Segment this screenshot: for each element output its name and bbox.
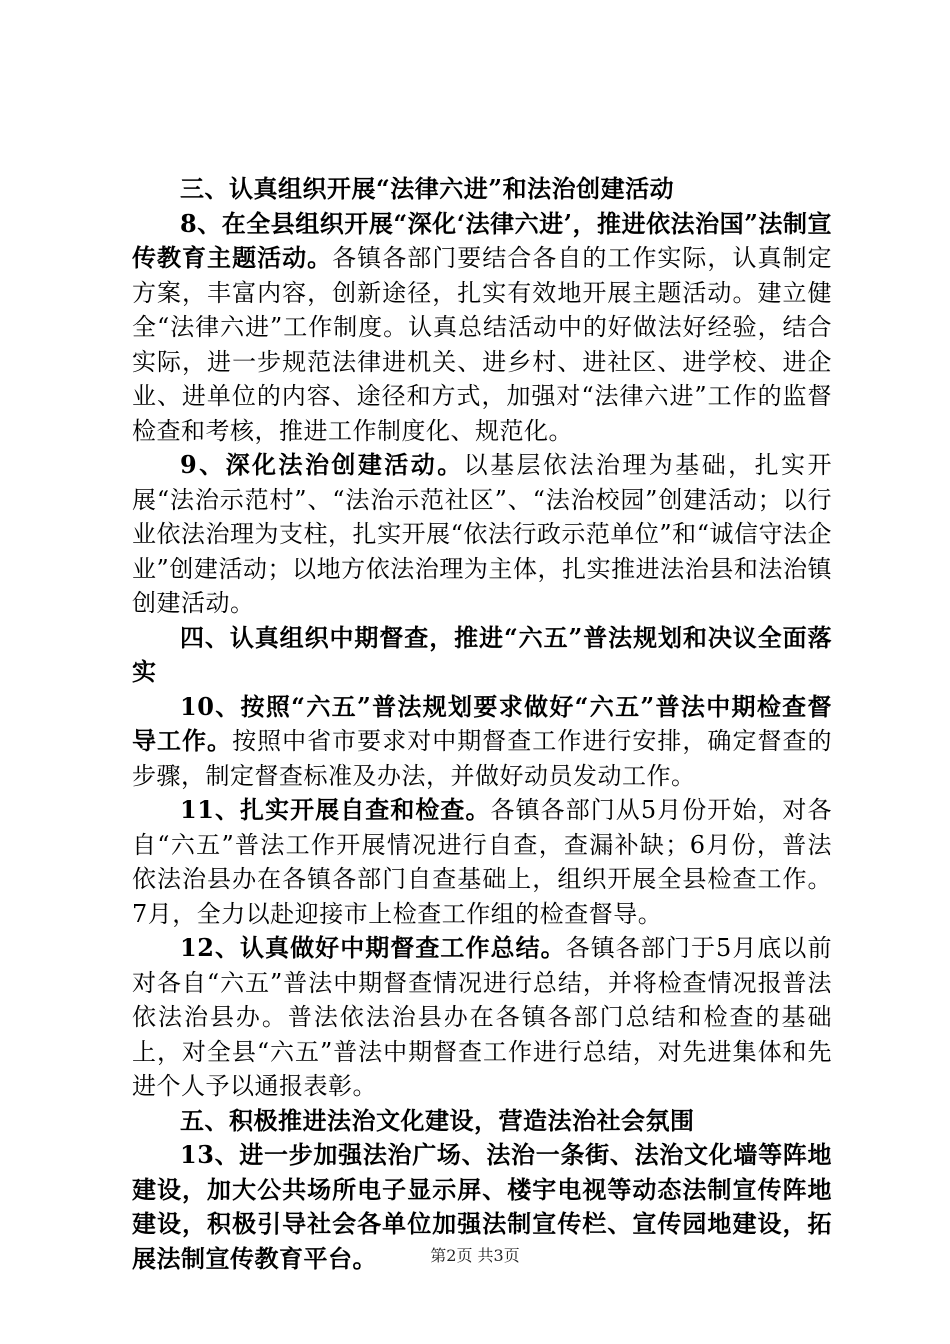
item-body: 各镇各部门从5月份开始，对各自“六五”普法工作开展情况进行自查，查漏补缺；6月份，普法依法治县办在各镇各部门自查基础上，组织开展全县检查工作。7月，全力以赴迎接市上检查工作组的检查督导。 [132,796,832,928]
section-heading-5: 五、积极推进法治文化建设，营造法治社会氛围 [180,1105,695,1135]
document-body [132,172,832,1276]
item-11 [132,793,832,931]
item-body: 各镇各部门要结合各自的工作实际，认真制定方案，丰富内容，创新途径，扎实有效地开展主题活动。建立健全“法律六进”工作制度。认真总结活动中的好做法好经验，结合实际，进一步规范法律进机关、进乡村、进社区、进学校、进企业、进单位的内容、途径和方式，加强对“法律六进”工作的监督检查和考核，推进工作制度化、规范化。 [132,244,833,445]
item-8 [132,207,832,449]
item-body: 各镇各部门于5月底以前对各自“六五”普法中期督查情况进行总结，并将检查情况报普法依法治县办。普法依法治县办在各镇各部门总结和检查的基础上，对全县“六五”普法中期督查工作进行总结，对先进集体和先进个人予以通报表彰。 [132,934,832,1100]
page-number-label: 第2页 共3页 [430,1246,520,1265]
item-lead: 10、按照“六五”普法规划要求做好“六五”普法中期检查督导工作。 [132,691,832,755]
item-body: 按照中省市要求对中期督查工作进行安排，确定督查的步骤，制定督查标准及办法，并做好动员发动工作。 [132,727,833,790]
section-heading-4: 四、认真组织中期督查，推进“六五”普法规划和决议全面落实 [132,622,832,686]
item-lead: 11、扎实开展自查和检查。 [180,795,491,824]
section-heading-3: 三、认真组织开展“法律六进”和法治创建活动 [180,174,675,203]
item-lead: 12、认真做好中期督查工作总结。 [180,933,566,962]
item-10 [132,690,832,794]
item-9 [132,448,832,621]
item-12 [132,931,832,1104]
item-body: 以基层依法治理为基础，扎实开展“法治示范村”、“法治示范社区”、“法治校园”创建活动；以行业依法治理为支柱，扎实开展“依法行政示范单位”和“诚信守法企业”创建活动；以地方依法治理为主体，扎实推进法治县和法治镇创建活动。 [132,451,833,617]
item-lead: 9、深化法治创建活动。 [180,450,464,479]
item-lead: 13、进一步加强法治广场、法治一条街、法治文化墙等阵地建设，加大公共场所电子显示屏、楼宇电视等动态法制宣传阵地建设，积极引导社会各单位加强法制宣传栏、宣传园地建设，拓展法制宣传教育平台。 [132,1140,832,1273]
item-lead: 8、在全县组织开展“深化‘法律六进’，推进依法治国”法制宣传教育主题活动。 [132,208,832,272]
page-footer [0,1243,950,1266]
